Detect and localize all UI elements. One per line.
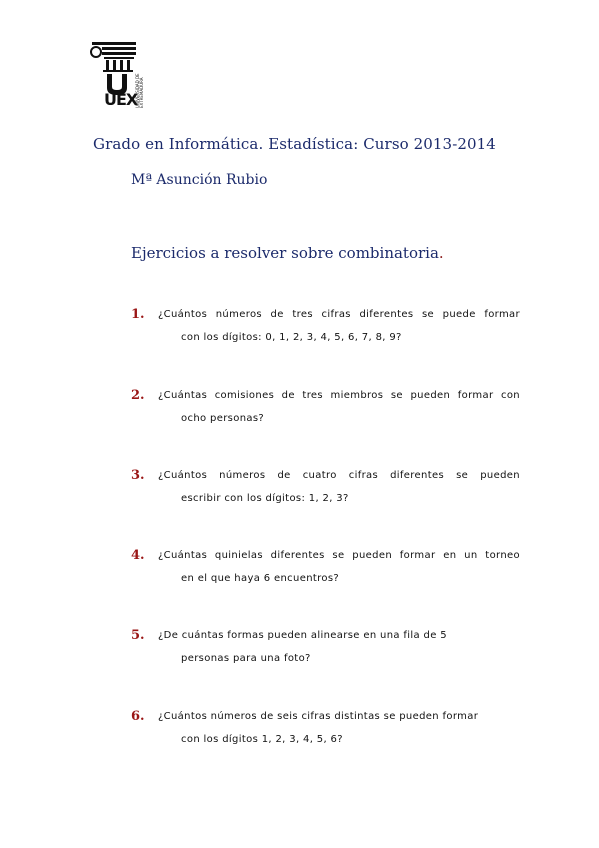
- subtitle-period: .: [438, 244, 444, 262]
- section-subtitle: [131, 244, 444, 262]
- exercise-text-line2: personas para una foto?: [181, 653, 311, 664]
- logo-letters: UEX: [104, 90, 138, 109]
- exercise-text-line2: con los dígitos 1, 2, 3, 4, 5, 6?: [181, 734, 343, 745]
- exercise-text-line1: ¿Cuántas quinielas diferentes se pueden formar en un torneo: [158, 550, 520, 561]
- exercise-text-line2: en el que haya 6 encuentros?: [181, 573, 340, 584]
- exercise-text-line1: ¿Cuántos números de tres cifras diferentes se puede formar: [158, 309, 520, 320]
- exercise-number: 1.: [131, 307, 145, 322]
- exercise-text-line1: ¿Cuántos números de seis cifras distintas se pueden formar: [158, 711, 479, 722]
- exercise-text-line1: ¿Cuántos números de cuatro cifras diferentes se pueden: [158, 470, 520, 481]
- exercise-number: 2.: [131, 388, 145, 403]
- exercise-text-line2: con los dígitos: 0, 1, 2, 3, 4, 5, 6, 7, 8, 9?: [181, 332, 402, 343]
- exercise-text-line2: ocho personas?: [181, 413, 265, 424]
- exercise-number: 6.: [131, 709, 145, 724]
- exercise-number: 3.: [131, 468, 145, 483]
- subtitle-text: Ejercicios a resolver sobre combinatoria: [131, 244, 439, 262]
- exercise-text-line2: escribir con los dígitos: 1, 2, 3?: [181, 493, 349, 504]
- logo-side-text: UNIVERSIDAD DE EXTREMADURA: [135, 73, 144, 108]
- course-title: Grado en Informática. Estadística: Curso 2013-2014: [93, 135, 496, 153]
- exercise-number: 4.: [131, 548, 145, 563]
- exercise-text-line1: ¿Cuántas comisiones de tres miembros se pueden formar con: [158, 390, 520, 401]
- exercise-number: 5.: [131, 628, 145, 643]
- exercise-text-line1: ¿De cuántas formas pueden alinearse en una fila de 5: [158, 630, 447, 641]
- author-name: Mª Asunción Rubio: [131, 172, 268, 188]
